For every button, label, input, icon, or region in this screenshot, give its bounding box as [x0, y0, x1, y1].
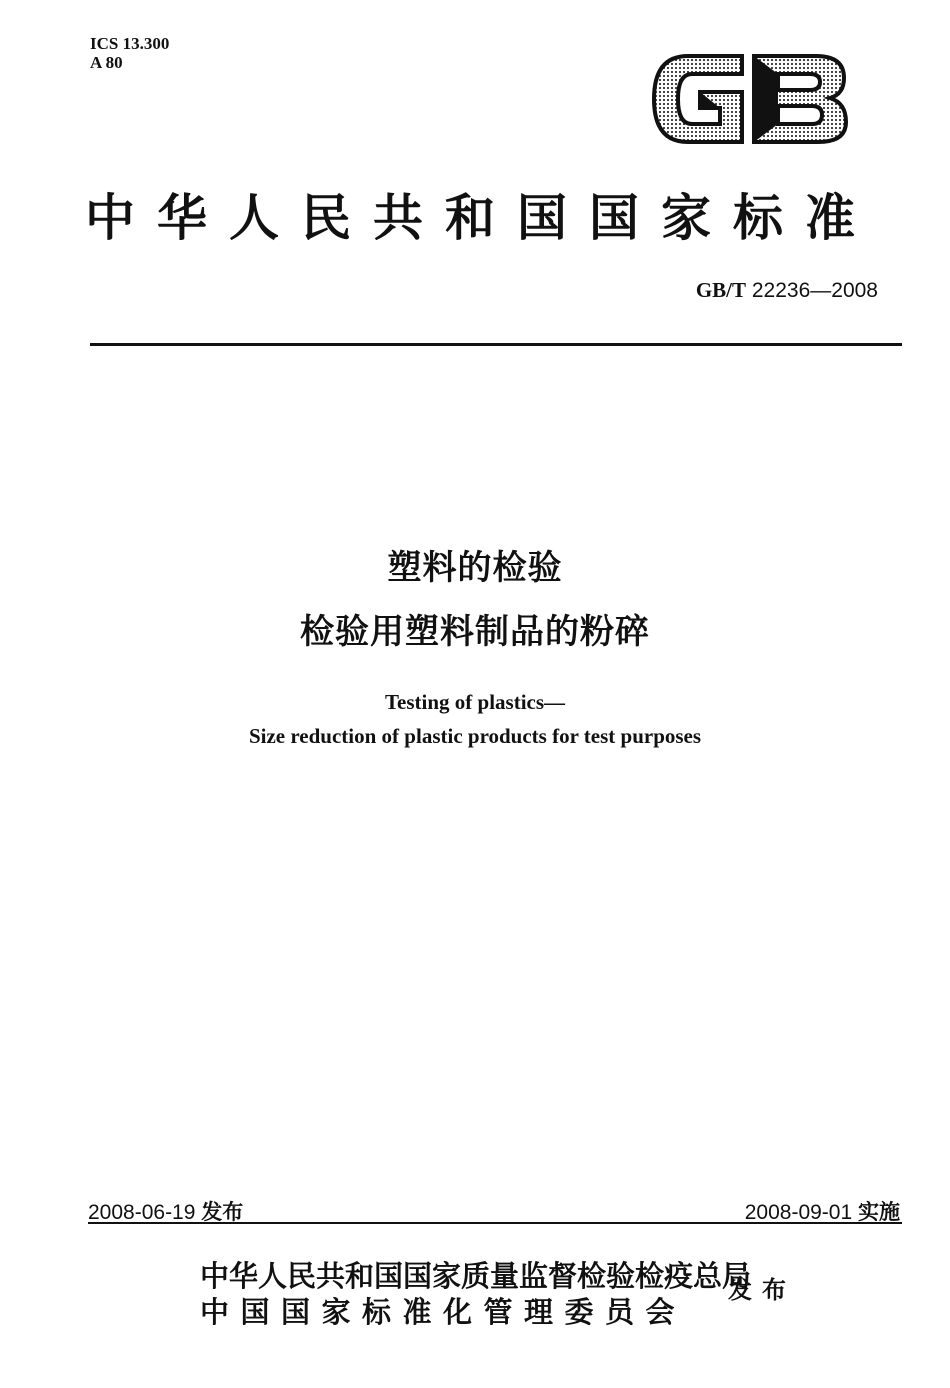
category-code: A 80	[90, 53, 123, 72]
publish-label: 发布	[728, 1275, 796, 1304]
standard-number-prefix: GB/T	[695, 278, 747, 302]
gb-logo-icon	[650, 46, 850, 152]
ics-code: ICS 13.300	[90, 34, 170, 53]
implementation-label: 实施	[858, 1200, 900, 1224]
standard-number	[696, 278, 878, 303]
standard-number-value: 22236—2008	[751, 279, 878, 302]
issue-label: 发布	[201, 1200, 244, 1224]
issuer-line1: 中华人民共和国国家质量监督检验检疫总局	[200, 1259, 752, 1293]
standard-main-title: 中华人民共和国国家标准	[85, 188, 877, 247]
implementation-date-value: 2008-09-01	[744, 1201, 853, 1224]
bottom-divider	[88, 1222, 902, 1224]
english-title-line1: Testing of plastics—	[384, 690, 566, 714]
english-title-line2: Size reduction of plastic products for test purposes	[248, 724, 702, 748]
issuer-line2: 中国国家标准化管理委员会	[200, 1295, 687, 1329]
issue-date-value: 2008-06-19	[88, 1201, 196, 1224]
top-divider	[90, 343, 902, 346]
chinese-title-line1: 塑料的检验	[387, 548, 563, 588]
chinese-title-line2: 检验用塑料制品的粉碎	[300, 612, 650, 652]
classification-codes	[90, 34, 169, 72]
